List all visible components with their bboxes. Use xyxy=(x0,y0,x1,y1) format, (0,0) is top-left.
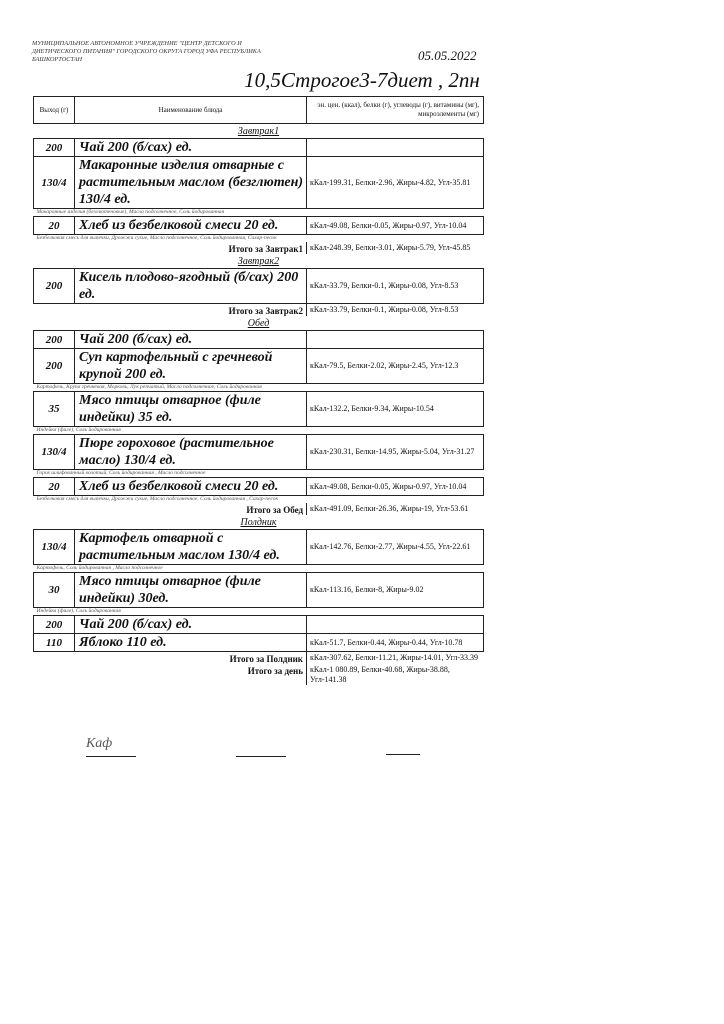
org-line-3: БАШКОРТОСТАН xyxy=(32,56,82,63)
dish-nutrition xyxy=(307,616,484,634)
dish-nutrition xyxy=(307,139,484,157)
organization-name xyxy=(32,40,332,64)
dish-nutrition: кКал-49.08, Белки-0.05, Жиры-0.97, Угл-10.04 xyxy=(307,478,484,496)
dish-nutrition: кКал-49.08, Белки-0.05, Жиры-0.97, Угл-10.04 xyxy=(307,217,484,235)
dish-name: Картофель отварной с растительным маслом 130/4 ед. xyxy=(75,530,307,565)
dish-yield: 200 xyxy=(34,269,75,304)
ingredients-row xyxy=(34,608,484,616)
dish-yield: 200 xyxy=(34,331,75,349)
dish-yield: 20 xyxy=(34,217,75,235)
org-line-1: МУНИЦИПАЛЬНОЕ АВТОНОМНОЕ УЧРЕЖДЕНИЕ "ЦЕНТР ДЕТСКОГО И xyxy=(32,40,242,47)
dish-nutrition: кКал-79.5, Белки-2.02, Жиры-2.45, Угл-12.3 xyxy=(307,349,484,384)
org-line-2: ДИЕТИЧЕСКОГО ПИТАНИЯ" ГОРОДСКОГО ОКРУГА ГОРОД УФА РЕСПУБЛИКА xyxy=(32,48,261,55)
section-title: Полдник xyxy=(240,516,277,528)
dish-nutrition: кКал-230.31, Белки-14.95, Жиры-5.04, Угл-31.27 xyxy=(307,435,484,470)
dish-name: Чай 200 (б/сах) ед. xyxy=(75,139,307,157)
dish-row xyxy=(34,139,484,157)
column-header-yield: Выход (г) xyxy=(34,97,75,124)
dish-yield: 130/4 xyxy=(34,530,75,565)
dish-yield: 35 xyxy=(34,392,75,427)
menu-table xyxy=(33,96,484,685)
dish-ingredients: Индейка (филе), Соль йодированная xyxy=(36,608,121,614)
dish-name: Мясо птицы отварное (филе индейки) 35 ед. xyxy=(75,392,307,427)
dish-name: Кисель плодово-ягодный (б/сах) 200 ед. xyxy=(75,269,307,304)
dish-row xyxy=(34,435,484,470)
menu-table-body xyxy=(34,97,484,686)
dish-yield: 110 xyxy=(34,634,75,652)
dish-yield: 200 xyxy=(34,349,75,384)
column-header-name: Наименование блюда xyxy=(75,97,307,124)
page-title: 10,5Строгое3-7диет , 2пн xyxy=(244,68,480,92)
section-header xyxy=(34,515,484,530)
section-title: Обед xyxy=(247,317,270,329)
dish-ingredients: Картофель, Соль йодированная , Масло подсолнечное xyxy=(36,565,163,571)
table-header-row xyxy=(34,97,484,124)
dish-name: Чай 200 (б/сах) ед. xyxy=(75,616,307,634)
dish-name: Хлеб из безбелковой смеси 20 ед. xyxy=(75,478,307,496)
section-total-row xyxy=(34,242,484,254)
ingredients-row xyxy=(34,427,484,435)
ingredients-row xyxy=(34,384,484,392)
dish-ingredients: Горох шлифованный колотый, Соль йодированная , Масло подсолнечное xyxy=(36,470,206,476)
dish-ingredients: Безбелковая смесь для выпечки, Дрожжи сухие, Масло подсолнечное, Соль йодированная , Сахар-песок xyxy=(36,496,279,502)
section-header xyxy=(34,316,484,331)
dish-row xyxy=(34,478,484,496)
section-total-value: кКал-248.39, Белки-3.01, Жиры-5.79, Угл-45.85 xyxy=(307,242,484,254)
signature: Каф xyxy=(86,736,113,751)
ingredients-row xyxy=(34,209,484,217)
section-header xyxy=(34,254,484,269)
dish-yield: 130/4 xyxy=(34,157,75,209)
dish-yield: 20 xyxy=(34,478,75,496)
dish-nutrition: кКал-113.16, Белки-8, Жиры-9.02 xyxy=(307,573,484,608)
dish-name: Хлеб из безбелковой смеси 20 ед. xyxy=(75,217,307,235)
section-header xyxy=(34,124,484,139)
dish-row xyxy=(34,573,484,608)
ingredients-row xyxy=(34,496,484,504)
signature-line-2 xyxy=(236,756,286,757)
dish-row xyxy=(34,331,484,349)
section-title: Завтрак2 xyxy=(237,255,280,267)
dish-name: Яблоко 110 ед. xyxy=(75,634,307,652)
document-date: 05.05.2022 xyxy=(418,48,477,63)
dish-nutrition: кКал-142.76, Белки-2.77, Жиры-4.55, Угл-22.61 xyxy=(307,530,484,565)
day-total-label: Итого за день xyxy=(247,666,303,676)
dish-yield: 200 xyxy=(34,139,75,157)
section-total-value: кКал-491.09, Белки-26.36, Жиры-19, Угл-53.61 xyxy=(307,503,484,515)
ingredients-row xyxy=(34,470,484,478)
dish-yield: 130/4 xyxy=(34,435,75,470)
section-total-label: Итого за Завтрак1 xyxy=(228,244,303,254)
dish-yield: 30 xyxy=(34,573,75,608)
dish-name: Мясо птицы отварное (филе индейки) 30ед. xyxy=(75,573,307,608)
dish-name: Чай 200 (б/сах) ед. xyxy=(75,331,307,349)
column-header-nutrition: эн. цен. (ккал), белки (г), углеводы (г), витамины (мг), микроэлементы (мг) xyxy=(307,97,484,124)
section-total-label: Итого за Завтрак2 xyxy=(228,306,303,316)
ingredients-row xyxy=(34,235,484,243)
dish-row xyxy=(34,392,484,427)
dish-name: Суп картофельный с гречневой крупой 200 ед. xyxy=(75,349,307,384)
dish-nutrition xyxy=(307,331,484,349)
dish-row xyxy=(34,217,484,235)
dish-ingredients: Картофель, Крупа гречневая, Морковь, Лук репчатый, Масло подсолнечное, Соль йодированная xyxy=(36,384,262,390)
section-total-row xyxy=(34,304,484,317)
dish-row xyxy=(34,349,484,384)
dish-nutrition: кКал-199.31, Белки-2.96, Жиры-4.82, Угл-35.81 xyxy=(307,157,484,209)
section-total-row xyxy=(34,652,484,665)
day-total-value: кКал-1 080.89, Белки-40.68, Жиры-38.88, Угл-141.38 xyxy=(307,664,484,685)
dish-nutrition: кКал-33.79, Белки-0.1, Жиры-0.08, Угл-8.53 xyxy=(307,269,484,304)
section-total-row xyxy=(34,503,484,515)
signature-line xyxy=(86,756,136,757)
dish-ingredients: Макаронные изделия (безглютеновые), Масло подсолнечное, Соль йодированная xyxy=(36,209,225,215)
dish-row xyxy=(34,269,484,304)
dish-yield: 200 xyxy=(34,616,75,634)
dish-row xyxy=(34,634,484,652)
section-title: Завтрак1 xyxy=(237,125,280,137)
day-total-row xyxy=(34,664,484,685)
dish-row xyxy=(34,530,484,565)
signature-line-3 xyxy=(386,754,420,755)
section-total-label: Итого за Полдник xyxy=(229,654,303,664)
dish-row xyxy=(34,616,484,634)
dish-row xyxy=(34,157,484,209)
ingredients-row xyxy=(34,565,484,573)
dish-name: Макаронные изделия отварные с растительным маслом (безглютен) 130/4 ед. xyxy=(75,157,307,209)
dish-nutrition: кКал-132.2, Белки-9.34, Жиры-10.54 xyxy=(307,392,484,427)
dish-nutrition: кКал-51.7, Белки-0.44, Жиры-0.44, Угл-10.78 xyxy=(307,634,484,652)
dish-ingredients: Индейка (филе), Соль йодированная xyxy=(36,427,121,433)
section-total-label: Итого за Обед xyxy=(246,505,303,515)
dish-name: Пюре гороховое (растительное масло) 130/4 ед. xyxy=(75,435,307,470)
section-total-value: кКал-307.62, Белки-11.21, Жиры-14.01, Угл-33.39 xyxy=(307,652,484,665)
section-total-value: кКал-33.79, Белки-0.1, Жиры-0.08, Угл-8.53 xyxy=(307,304,484,317)
dish-ingredients: Безбелковая смесь для выпечки, Дрожжи сухие, Масло подсолнечное, Соль йодированная, Сахар-песок xyxy=(36,235,277,241)
